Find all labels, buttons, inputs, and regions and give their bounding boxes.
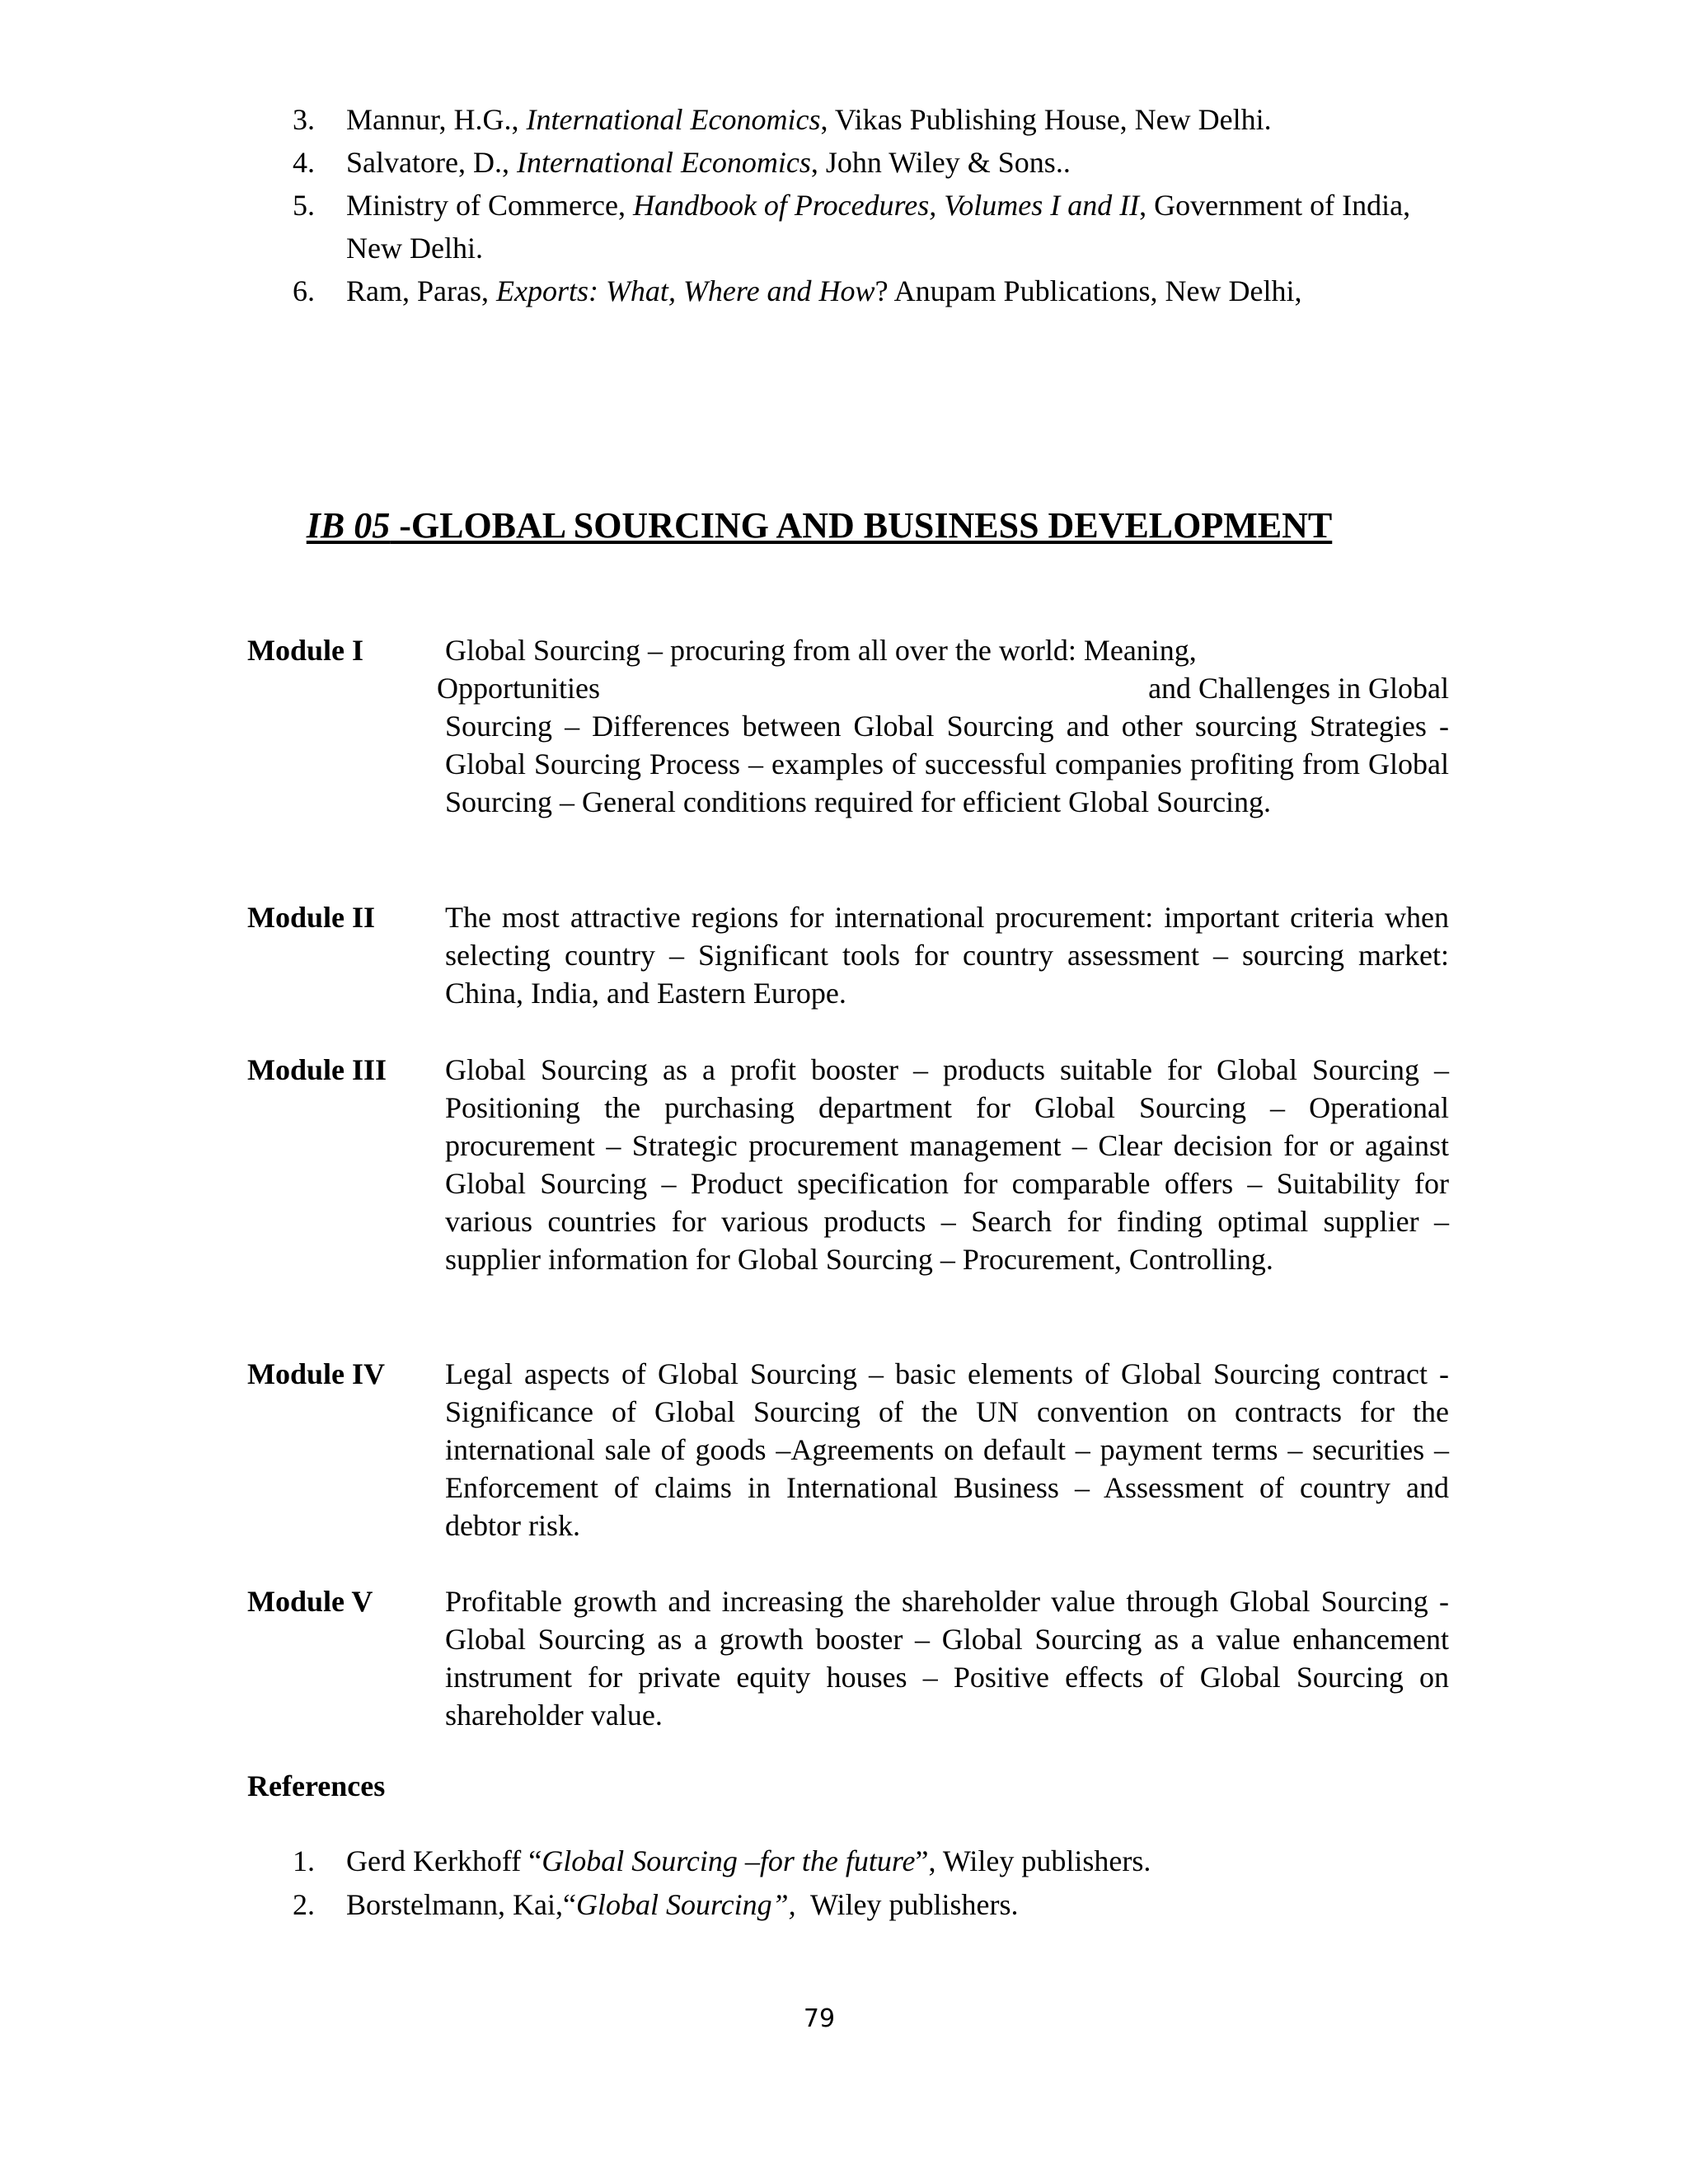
reference-text	[346, 146, 1071, 179]
reference-title: Global Sourcing –for the future	[542, 1844, 916, 1877]
module-text-line: Global Sourcing – procuring from all over the world: Meaning,	[445, 634, 1197, 667]
module-label: Module II	[247, 901, 376, 934]
course-name: -GLOBAL SOURCING AND BUSINESS DEVELOPMENT	[390, 505, 1333, 546]
reference-publisher: , Government of India, New Delhi.	[346, 189, 1411, 265]
module-description: The most attractive regions for international procurement: important criteria when selecting country – Significant tools for country assessment – sourcing market: China, India, and Eastern Europe.	[445, 901, 1449, 1010]
module-label: Module I	[247, 634, 364, 667]
reference-author: Salvatore, D.,	[346, 146, 517, 179]
list-item	[293, 141, 1447, 184]
reference-title: Global Sourcing”,	[575, 1888, 796, 1921]
reference-text	[346, 274, 1302, 307]
module-text-line	[437, 669, 1449, 707]
list-number: 4.	[293, 146, 315, 179]
reference-title: International Economics	[516, 146, 811, 179]
reference-text	[346, 1844, 1151, 1877]
reference-publisher: , Vikas Publishing House, New Delhi.	[820, 103, 1272, 136]
list-number: 5.	[293, 189, 315, 222]
list-item	[293, 1883, 1447, 1927]
reference-text	[346, 99, 1360, 141]
reference-publisher: Wiley publishers.	[795, 1888, 1019, 1921]
reference-author: Mannur, H.G.,	[346, 103, 527, 136]
references-heading: References	[247, 1769, 386, 1802]
reference-text	[346, 1888, 1018, 1921]
module-text-fragment: Opportunities	[437, 672, 600, 705]
module-label: Module III	[247, 1053, 387, 1086]
reference-author: Ministry of Commerce,	[346, 189, 633, 222]
reference-text	[346, 189, 1410, 265]
list-item	[293, 99, 1447, 141]
reference-publisher: ? Anupam Publications, New Delhi,	[874, 274, 1302, 307]
reference-title: Exports: What, Where and How	[495, 274, 875, 307]
course-title	[0, 504, 1663, 546]
list-number: 6.	[293, 274, 315, 307]
reference-title: International Economics	[526, 103, 821, 136]
module-description: Legal aspects of Global Sourcing – basic elements of Global Sourcing contract - Significance of Global Sourcing of the UN convention on contracts for the international sale of goods –Agreements on default – payment terms – securities – Enforcement of claims in International Business – Assessment of country and debtor risk.	[445, 1357, 1449, 1542]
reference-author: Borstelmann, Kai,“	[346, 1888, 576, 1921]
module-text-body: Sourcing – Differences between Global Sourcing and other sourcing Strategies - Global Sourcing Process – examples of successful companies profiting from Global Sourcing – General conditions required for efficient Global Sourcing.	[445, 710, 1449, 818]
reference-author: Gerd Kerkhoff “	[346, 1844, 542, 1877]
list-item	[293, 269, 1447, 312]
list-number: 3.	[293, 103, 315, 136]
module-label: Module IV	[247, 1357, 386, 1390]
reference-publisher: , John Wiley & Sons..	[810, 146, 1071, 179]
module-description: Profitable growth and increasing the shareholder value through Global Sourcing - Global Sourcing as a growth booster – Global Sourcing as a value enhancement instrument for private equity houses – Positive effects of Global Sourcing on shareholder value.	[445, 1585, 1449, 1732]
course-code: IB 05	[306, 505, 391, 546]
previous-references-list	[293, 99, 1447, 312]
module-description: Global Sourcing as a profit booster – products suitable for Global Sourcing – Positioning the purchasing department for Global Sourcing – Operational procurement – Strategic procurement management – Clear decision for or against Global Sourcing – Product specification for comparable offers – Suitability for various countries for various products – Search for finding optimal supplier – supplier information for Global Sourcing – Procurement, Controlling.	[445, 1053, 1449, 1276]
list-number: 1.	[293, 1844, 315, 1877]
module-description	[437, 631, 1449, 821]
list-item	[293, 1840, 1447, 1883]
list-item	[293, 184, 1447, 269]
reference-author: Ram, Paras,	[346, 274, 496, 307]
module-text-fragment: and Challenges in Global	[1148, 672, 1449, 705]
page-number: 79	[803, 2004, 836, 2033]
references-list	[293, 1840, 1447, 1927]
reference-title: Handbook of Procedures, Volumes I and II	[632, 189, 1140, 222]
reference-publisher: ”, Wiley publishers.	[915, 1844, 1151, 1877]
list-number: 2.	[293, 1888, 315, 1921]
module-label: Module V	[247, 1585, 373, 1618]
